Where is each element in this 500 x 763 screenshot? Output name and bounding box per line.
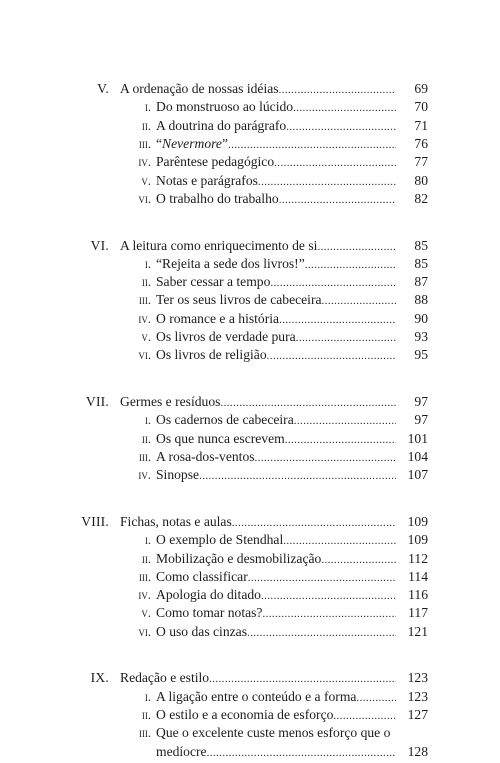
- toc-section-entry[interactable]: [0, 465, 500, 485]
- toc-section-entry[interactable]: [0, 687, 500, 707]
- toc-section-entry[interactable]: [0, 272, 500, 292]
- toc-section-entry[interactable]: [0, 603, 500, 623]
- toc-chapter-entry[interactable]: [0, 512, 500, 532]
- section-title: O trabalho do trabalho: [156, 190, 279, 206]
- section-number: i.: [144, 689, 151, 704]
- toc-section-entry[interactable]: [0, 134, 500, 154]
- chapter-title: A leitura como enriquecimento de si: [120, 237, 318, 253]
- section-title-line: [156, 742, 396, 763]
- toc-section-entry[interactable]: [0, 622, 500, 642]
- section-number: iv.: [138, 468, 151, 483]
- section-title: Do monstruoso ao lúcido: [156, 99, 294, 115]
- page-number: 88: [414, 292, 428, 308]
- section-number: i.: [144, 533, 151, 548]
- toc-section-entry[interactable]: [0, 189, 500, 209]
- toc-section-entry[interactable]: [0, 530, 500, 550]
- toc-section-entry[interactable]: [0, 116, 500, 136]
- section-number: v.: [141, 173, 151, 188]
- page-number: 80: [414, 172, 428, 188]
- page-number: 128: [407, 743, 428, 759]
- section-number: ii.: [141, 708, 151, 722]
- page-number: 93: [414, 329, 428, 344]
- section-number: iii.: [138, 293, 151, 308]
- section-number: iii.: [138, 726, 151, 741]
- section-number: ii.: [141, 118, 151, 133]
- toc-section-entry[interactable]: [0, 410, 500, 430]
- section-title: Notas e parágrafos: [156, 172, 258, 188]
- section-title-line: [156, 189, 396, 210]
- page-number: 69: [414, 81, 428, 96]
- toc-section-entry[interactable]: [0, 290, 500, 310]
- page-number: 70: [414, 99, 428, 115]
- page-number: 71: [414, 117, 428, 133]
- section-title: O uso das cinzas: [156, 623, 247, 639]
- page-number: 97: [414, 394, 428, 409]
- section-title: Apologia do ditado: [156, 587, 261, 603]
- section-number: iv.: [138, 311, 151, 326]
- section-title: Como tomar notas?: [156, 605, 263, 621]
- page-number: 82: [414, 190, 428, 206]
- section-title: Os livros de religião: [156, 347, 267, 363]
- section-title: Como classificar: [156, 568, 248, 584]
- section-title: Os livros de verdade pura: [156, 329, 296, 344]
- section-number: iv.: [138, 155, 151, 170]
- toc-section-entry[interactable]: [0, 254, 500, 274]
- section-number: iii.: [138, 569, 151, 584]
- page-number: 76: [414, 135, 428, 151]
- section-number: ii.: [141, 431, 151, 446]
- toc-section-entry[interactable]: [0, 447, 500, 467]
- chapter-number: IX.: [90, 670, 109, 686]
- page-number: 85: [414, 237, 428, 253]
- section-number: iii.: [138, 449, 151, 464]
- section-number: ii.: [141, 551, 151, 566]
- chapter-number: V.: [97, 81, 109, 96]
- section-number: iii.: [138, 136, 151, 151]
- dot-leader: [199, 466, 396, 486]
- section-title: A rosa-dos-ventos: [156, 448, 255, 464]
- page-number: 123: [407, 670, 428, 686]
- toc-section-entry[interactable]: [0, 152, 500, 172]
- chapter-title: A ordenação de nossas idéias: [120, 81, 279, 96]
- section-title: Parêntese pedagógico: [156, 154, 275, 170]
- page-number: 116: [408, 587, 428, 603]
- section-number: i.: [144, 100, 151, 115]
- section-title: “Rejeita a sede dos livros!”: [156, 255, 305, 271]
- toc-section-entry[interactable]: [0, 585, 500, 605]
- chapter-title: Redação e estilo: [120, 670, 210, 686]
- toc-chapter-entry[interactable]: [0, 236, 500, 256]
- toc-section-entry[interactable]: [0, 327, 500, 347]
- section-title-line: [156, 345, 396, 366]
- section-number: i.: [144, 256, 151, 271]
- section-title: O exemplo de Stendhal: [156, 532, 284, 548]
- section-number: i.: [144, 413, 151, 428]
- toc-chapter-entry[interactable]: [0, 79, 500, 99]
- italic-word: Nevermore: [162, 135, 222, 151]
- page-number: 109: [407, 532, 428, 548]
- section-title: O romance e a história: [156, 310, 280, 326]
- dot-leader: [247, 623, 396, 643]
- section-number: ii.: [141, 275, 151, 290]
- page-number: 109: [407, 513, 428, 529]
- toc-section-entry-continued[interactable]: [0, 742, 500, 762]
- page-number: 107: [407, 467, 428, 483]
- page-number: 87: [414, 274, 428, 290]
- chapter-number: VII.: [85, 394, 109, 409]
- toc-section-entry[interactable]: [0, 429, 500, 449]
- page-number: 90: [414, 310, 428, 326]
- section-title: A ligação entre o conteúdo e a forma: [156, 688, 357, 704]
- section-number: vi.: [138, 624, 151, 639]
- section-title: A doutrina do parágrafo: [156, 117, 287, 133]
- toc-chapter-entry[interactable]: [0, 392, 500, 412]
- page-number: 127: [407, 707, 428, 722]
- section-number: v.: [141, 330, 151, 344]
- page-number: 77: [414, 154, 428, 170]
- section-title: Sinopse: [156, 467, 200, 483]
- chapter-number: VI.: [90, 237, 109, 253]
- page-number: 123: [407, 688, 428, 704]
- toc-section-entry[interactable]: [0, 549, 500, 569]
- toc-chapter-entry[interactable]: [0, 668, 500, 688]
- section-title: Ter os seus livros de cabeceira: [156, 292, 322, 308]
- section-title-continued: medíocre: [156, 743, 207, 759]
- section-title-line: [156, 465, 396, 486]
- page-number: 121: [407, 623, 428, 639]
- chapter-number: VIII.: [81, 513, 109, 529]
- section-title: Saber cessar a tempo: [156, 274, 271, 290]
- page-number: 114: [408, 568, 428, 584]
- page-number: 101: [407, 430, 428, 446]
- toc-section-entry[interactable]: [0, 309, 500, 329]
- section-number: vi.: [138, 348, 151, 363]
- toc-section-entry[interactable]: [0, 567, 500, 587]
- page-number: 112: [408, 550, 428, 566]
- page-number: 104: [407, 448, 428, 464]
- toc-section-entry[interactable]: [0, 723, 500, 743]
- page-number: 95: [414, 347, 428, 363]
- toc-section-entry[interactable]: [0, 171, 500, 191]
- section-title-line: [156, 622, 396, 643]
- section-number: vi.: [138, 191, 151, 206]
- chapter-title: Germes e resíduos: [120, 394, 221, 409]
- page-number: 117: [408, 605, 428, 621]
- section-title: Os que nunca escrevem: [156, 430, 285, 446]
- page-number: 97: [414, 412, 428, 428]
- page-number: 85: [414, 255, 428, 271]
- section-title: Os cadernos de cabeceira: [156, 412, 294, 428]
- section-title: “Nevermore”: [156, 135, 228, 151]
- dot-leader: [267, 346, 396, 366]
- toc-section-entry[interactable]: [0, 97, 500, 117]
- section-title: O estilo e a economia de esforço: [156, 707, 334, 722]
- section-title: Mobilização e desmobilização: [156, 550, 322, 566]
- toc-section-entry[interactable]: [0, 345, 500, 365]
- section-title: Que o excelente custe menos esforço que o: [156, 725, 391, 741]
- dot-leader: [279, 190, 396, 210]
- section-number: v.: [141, 606, 151, 621]
- toc-section-entry[interactable]: [0, 705, 500, 725]
- section-number: iv.: [138, 588, 151, 603]
- chapter-title: Fichas, notas e aulas: [120, 513, 232, 529]
